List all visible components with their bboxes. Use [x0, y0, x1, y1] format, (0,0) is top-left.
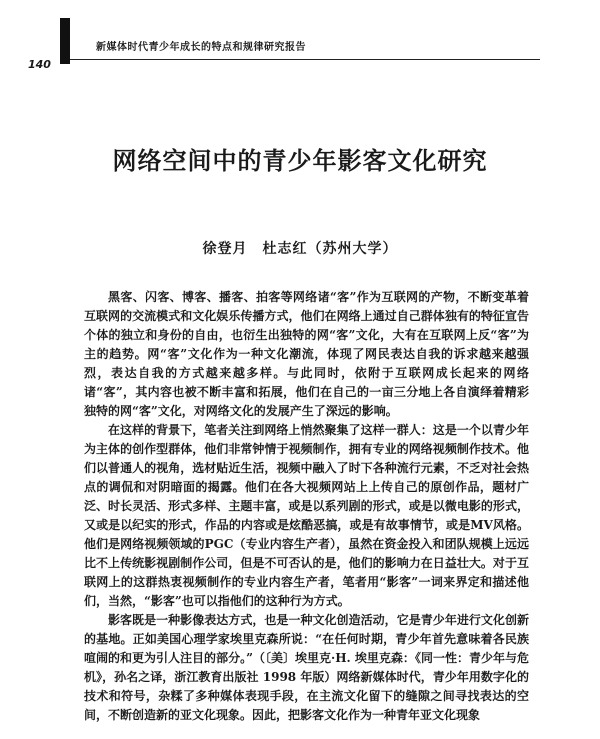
running-title: 新媒体时代青少年成长的特点和规律研究报告: [96, 42, 306, 53]
article-title: 网络空间中的青少年影客文化研究: [112, 146, 488, 175]
page-number: 140: [28, 58, 51, 71]
header-rule: [70, 59, 540, 60]
paragraph-3: 影客既是一种影像表达方式，也是一种文化创造活动，它是青少年进行文化创新的基地。正如美国心理学家埃里克森所说：“在任何时期，青少年首先意味着各民族喧闹的和更为引人注目的部分。”（〔美〕埃里克·H. 埃里克森：《同一性：青少年与危机》，孙名之译，浙江教育出版社 1998 年版）网络新媒体时代，青少年用数字化的技术和符号，杂糅了多种媒体表现手段，在主流文化留下的缝隙之间寻找表达的空间，不断创造新的亚文化现象。因此，把影客文化作为一种青年亚文化现象: [84, 613, 529, 722]
paragraph-1: 黑客、闪客、博客、播客、拍客等网络诸“客”作为互联网的产物，不断变革着互联网的交流模式和文化娱乐传播方式，他们在网络上通过自己群体独有的特征宣告个体的独立和身份的自由，也衍生出独特的网“客”文化，大有在互联网上反“客”为主的趋势。网“客”文化作为一种文化潮流，体现了网民表达自我的诉求越来越强烈，表达自我的方式越来越多样。与此同时，依附于互联网成长起来的网络诸“客”，其内容也被不断丰富和拓展，他们在自己的一亩三分地上各自演绎着精彩独特的网“客”文化，对网络文化的发展产生了深远的影响。: [84, 290, 529, 418]
paragraph-2: 在这样的背景下，笔者关注到网络上悄然聚集了这样一群人：这是一个以青少年为主体的创作型群体，他们非常钟情于视频制作，拥有专业的网络视频制作技术。他们以普通人的视角，选材贴近生活，视频中融入了时下各种流行元素，不乏对社会热点的调侃和对阴暗面的揭露。他们在各大视频网站上上传自己的原创作品，题材广泛、时长灵活、形式多样、主题丰富，或是以系列剧的形式，或是以微电影的形式，又或是以纪实的形式，作品的内容或是炫酷恶搞，或是有故事情节，或是MV风格。他们是网络视频领域的PGC（专业内容生产者），虽然在资金投入和团队规模上远远比不上传统影视剧制作公司，但是不可否认的是，他们的影响力在日益壮大。对于互联网上的这群热衷视频制作的专业内容生产者，笔者用“影客”一词来界定和描述他们，当然，“影客”也可以指他们的这种行为方式。: [84, 423, 529, 608]
article-body: [84, 288, 529, 725]
article-authors: 徐登月 杜志红（苏州大学）: [202, 241, 398, 257]
header-bar: [60, 18, 70, 64]
